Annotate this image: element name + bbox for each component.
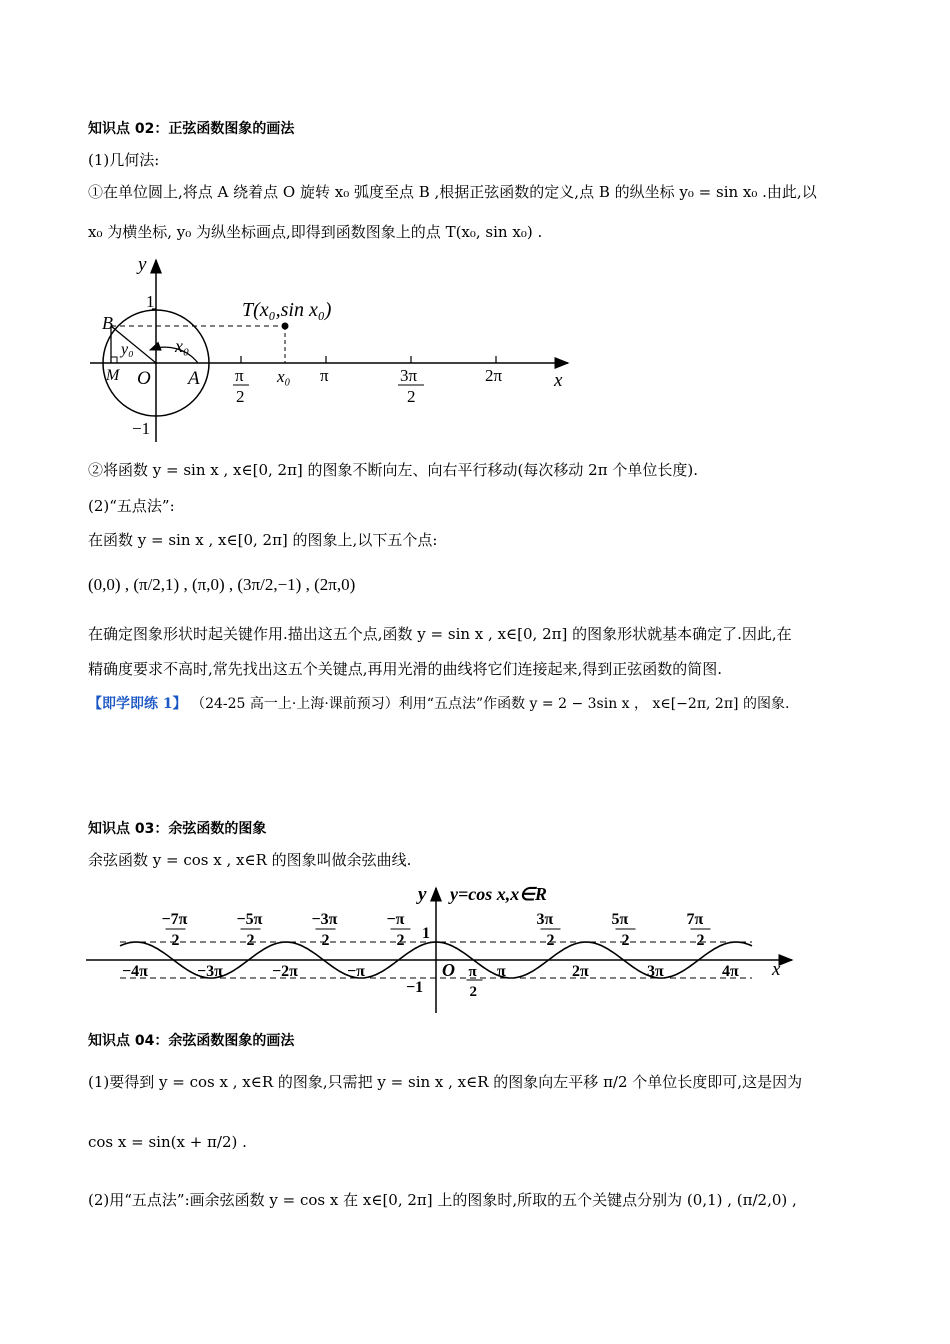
tick-one: 1 bbox=[146, 292, 155, 311]
bottom-label-num: π bbox=[468, 964, 477, 980]
paragraph-3: 在函数 y = sin x , x∈[0, 2π] 的图象上,以下五个点: bbox=[88, 531, 438, 549]
cosine-curve-figure bbox=[80, 880, 800, 1020]
paragraph-4-line-2: 精确度要求不高时,常先找出这五个关键点,再用光滑的曲线将它们连接起来,得到正弦函数的简图. bbox=[88, 660, 723, 678]
top-label-den: 2 bbox=[246, 932, 255, 949]
label-m: M bbox=[106, 367, 120, 384]
top-label-den: 2 bbox=[396, 932, 405, 949]
label-x0-arc: x₀ bbox=[175, 336, 190, 356]
top-label-num: −3π bbox=[311, 911, 338, 928]
top-label-num: −π bbox=[386, 911, 405, 928]
bottom-label: 4π bbox=[722, 963, 739, 980]
paragraph-1-line-1: ①在单位圆上,将点 A 绕着点 O 旋转 x₀ 弧度至点 B ,根据正弦函数的定义,点 B 的纵坐标 y₀ = sin x₀ .由此,以 bbox=[88, 183, 817, 201]
method1-title: (1)几何法: bbox=[88, 151, 160, 169]
section-02-title: 知识点 02：正弦函数图象的画法 bbox=[88, 121, 295, 137]
section-04-paragraph-1-line-2: cos x = sin(x + π/2) . bbox=[88, 1133, 247, 1151]
bottom-label-den: 2 bbox=[469, 984, 477, 1000]
tick-3pi-over-2-den: 2 bbox=[407, 387, 416, 406]
tick-2pi: 2π bbox=[485, 366, 503, 385]
tick-pi: π bbox=[320, 366, 329, 385]
bottom-label: 2π bbox=[572, 963, 589, 980]
paragraph-2: ②将函数 y = sin x , x∈[0, 2π] 的图象不断向左、向右平行移动(每次移动 2π 个单位长度). bbox=[88, 461, 698, 479]
exercise-text: （24-25 高一上·上海·课前预习）利用“五点法”作函数 y = 2 − 3sin x ， x∈[−2π, 2π] 的图象. bbox=[191, 696, 790, 712]
label-t: T(x₀,sin x₀) bbox=[242, 299, 332, 321]
top-label-num: 5π bbox=[611, 911, 629, 928]
label-b: B bbox=[102, 313, 113, 333]
top-label-den: 2 bbox=[321, 932, 330, 949]
top-label-num: 7π bbox=[686, 911, 704, 928]
method2-title: (2)“五点法”: bbox=[88, 497, 175, 515]
x-axis-label: x bbox=[554, 370, 563, 391]
paragraph-4-line-1: 在确定图象形状时起关键作用.描出这五个点,函数 y = sin x , x∈[0, 2π] 的图象形状就基本确定了.因此,在 bbox=[88, 625, 792, 643]
label-y0: y₀ bbox=[121, 341, 134, 358]
x-axis-label: x bbox=[772, 959, 781, 980]
figure-title: y=cos x,x∈R bbox=[450, 884, 547, 904]
top-label-num: −5π bbox=[236, 911, 263, 928]
right-angle-mark bbox=[111, 357, 117, 363]
bottom-label: −3π bbox=[197, 963, 223, 980]
section-03-title: 知识点 03：余弦函数的图象 bbox=[88, 821, 267, 837]
unit-circle-figure bbox=[80, 250, 600, 450]
y-axis-label: y bbox=[418, 884, 427, 905]
section-04-paragraph-2: (2)用“五点法”:画余弦函数 y = cos x 在 x∈[0, 2π] 上的图象时,所取的五个关键点分别为 (0,1) , (π/2,0) , bbox=[88, 1191, 797, 1209]
tick-minus-one: −1 bbox=[132, 419, 151, 438]
tick-x0: x₀ bbox=[277, 367, 291, 386]
tick-pi-over-2-den: 2 bbox=[236, 387, 245, 406]
rotation-arc bbox=[150, 347, 198, 363]
top-label-num: −7π bbox=[161, 911, 188, 928]
section-04-paragraph-1-line-1: (1)要得到 y = cos x , x∈R 的图象,只需把 y = sin x , x∈R 的图象向左平移 π/2 个单位长度即可,这是因为 bbox=[88, 1073, 803, 1091]
exercise-tag: 【即学即练 1】 bbox=[88, 696, 187, 712]
label-a: A bbox=[188, 368, 200, 389]
bottom-label: 3π bbox=[647, 963, 664, 980]
top-label-den: 2 bbox=[546, 932, 555, 949]
tick-3pi-over-2-num: 3π bbox=[400, 366, 418, 385]
paragraph-1-line-2: x₀ 为横坐标, y₀ 为纵坐标画点,即得到函数图象上的点 T(x₀, sin x₀) . bbox=[88, 223, 543, 241]
bottom-tick-labels bbox=[122, 963, 739, 1000]
label-o: O bbox=[442, 960, 455, 980]
label-one: 1 bbox=[422, 925, 430, 942]
bottom-label: −π bbox=[347, 963, 365, 980]
section-04-title: 知识点 04：余弦函数图象的画法 bbox=[88, 1033, 295, 1049]
top-label-den: 2 bbox=[171, 932, 180, 949]
y-axis-label: y bbox=[138, 254, 147, 275]
exercise-line bbox=[88, 694, 789, 714]
top-label-den: 2 bbox=[696, 932, 705, 949]
label-o: O bbox=[137, 368, 151, 389]
five-points: (0,0) , (π/2,1) , (π,0) , (3π/2,−1) , (2π,0) bbox=[88, 575, 356, 594]
top-label-num: 3π bbox=[536, 911, 554, 928]
label-minus-one: −1 bbox=[406, 979, 424, 996]
section-03-paragraph: 余弦函数 y = cos x , x∈R 的图象叫做余弦曲线. bbox=[88, 851, 412, 869]
bottom-label: π bbox=[497, 963, 506, 980]
bottom-label: −2π bbox=[272, 963, 298, 980]
bottom-label: −4π bbox=[122, 963, 148, 980]
top-label-den: 2 bbox=[621, 932, 630, 949]
point-t bbox=[282, 323, 289, 330]
tick-pi-over-2-num: π bbox=[235, 366, 244, 385]
